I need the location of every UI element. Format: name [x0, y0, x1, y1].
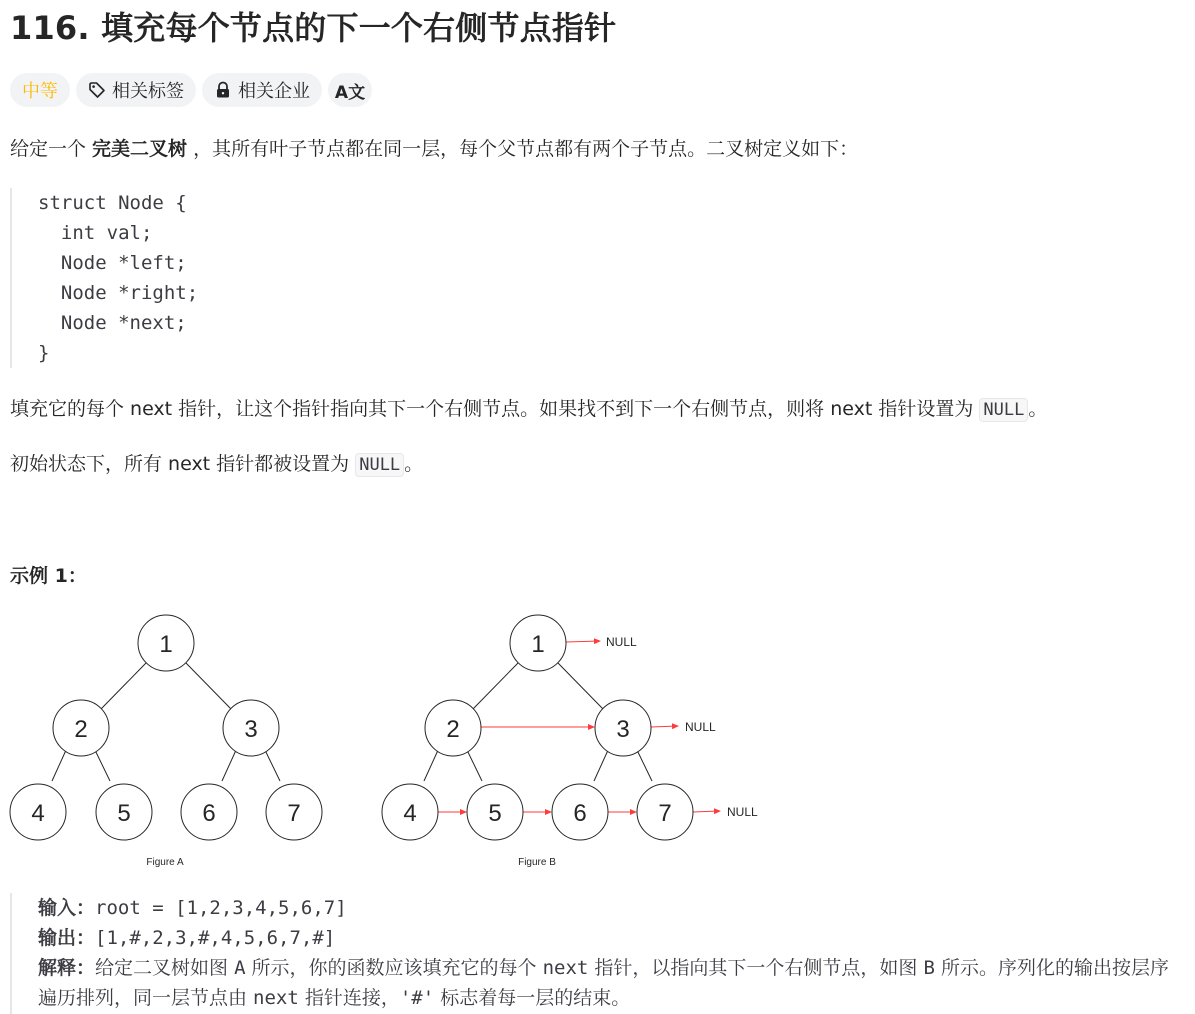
node-label-a: 2	[74, 716, 88, 743]
example-input-line	[38, 893, 1178, 923]
node-label-a: 3	[244, 716, 258, 743]
node-label-a: 4	[31, 800, 45, 827]
explanation-text: 给定二叉树如图	[95, 957, 235, 979]
related-companies-label: 相关企业	[238, 81, 310, 102]
intro-text: 给定一个	[10, 138, 93, 160]
para2-text: 初始状态下，所有 next 指针都被设置为	[10, 453, 356, 475]
para1-text: 填充它的每个 next 指针，让这个指针指向其下一个右侧节点。如果找不到下一个右侧节点，则将 next 指针设置为	[10, 398, 980, 420]
difficulty-badge[interactable]: 中等	[10, 73, 70, 107]
explanation-next-2: next	[253, 987, 299, 1009]
node-label-b: 4	[403, 800, 417, 827]
lock-icon	[214, 81, 232, 99]
related-tags-label: 相关标签	[112, 81, 184, 102]
perfect-binary-tree-term: 完美二叉树	[92, 138, 188, 160]
node-struct-code: struct Node { int val; Node *left; Node *right; Node *next; }	[38, 192, 199, 364]
node-label-a: 7	[287, 800, 301, 827]
example-output-line	[38, 923, 1178, 953]
description-initial-state	[10, 450, 423, 479]
node-definition-code-block	[10, 188, 1175, 368]
node-label-a: 5	[117, 800, 131, 827]
null-label: NULL	[727, 805, 758, 819]
para2-end: 。	[404, 453, 424, 475]
node-label-b: 3	[616, 716, 630, 743]
explanation-text: 所示，你的函数应该填充它的每个	[245, 957, 543, 979]
explanation-label: 解释：	[38, 957, 96, 979]
output-value: [1,#,2,3,#,4,5,6,7,#]	[95, 927, 336, 949]
node-label-b: 7	[658, 800, 672, 827]
problem-title: 116. 填充每个节点的下一个右侧节点指针	[10, 9, 617, 47]
null-label: NULL	[685, 720, 716, 734]
node-label-b: 5	[488, 800, 502, 827]
node-label-a: 6	[202, 800, 216, 827]
explanation-figure-a: A	[234, 957, 246, 979]
explanation-hash: '#'	[399, 987, 435, 1009]
translate-icon: A文	[334, 82, 366, 103]
null-code: NULL	[979, 398, 1028, 422]
intro-text-rest: ，其所有叶子节点都在同一层，每个父节点都有两个子节点。二叉树定义如下：	[187, 138, 859, 160]
related-companies-button[interactable]	[202, 73, 322, 107]
example-explanation	[38, 953, 1178, 1013]
node-label-a: 1	[159, 631, 173, 658]
translate-button[interactable]	[328, 73, 372, 107]
tag-icon	[88, 81, 106, 99]
figure-b-caption: Figure B	[518, 857, 556, 868]
explanation-text: 标志着每一层的结束。	[434, 987, 631, 1009]
input-value: root = [1,2,3,4,5,6,7]	[95, 897, 347, 919]
explanation-text: 指针，以指向其下一个右侧节点，如图	[588, 957, 924, 979]
null-label: NULL	[606, 635, 637, 649]
related-tags-button[interactable]	[76, 73, 196, 107]
node-label-b: 1	[531, 631, 545, 658]
example-1-block	[10, 893, 1185, 1014]
null-code-2: NULL	[355, 453, 404, 477]
description-next-pointer	[10, 395, 1047, 424]
explanation-text: 所示。序列化的输出按层序遍历排列，同一层节点由	[38, 957, 1169, 1009]
example-figure	[0, 610, 800, 872]
description-intro	[10, 135, 858, 163]
input-label: 输入：	[38, 897, 96, 919]
para1-end: 。	[1028, 398, 1048, 420]
explanation-next: next	[542, 957, 589, 979]
node-label-b: 6	[573, 800, 587, 827]
output-label: 输出：	[38, 927, 96, 949]
figure-a-caption: Figure A	[146, 857, 184, 868]
example-1-title: 示例 1：	[10, 565, 87, 587]
tag-bar	[10, 73, 372, 107]
explanation-figure-b: B	[923, 957, 935, 979]
node-label-b: 2	[446, 716, 460, 743]
explanation-text: 指针连接，	[298, 987, 400, 1009]
